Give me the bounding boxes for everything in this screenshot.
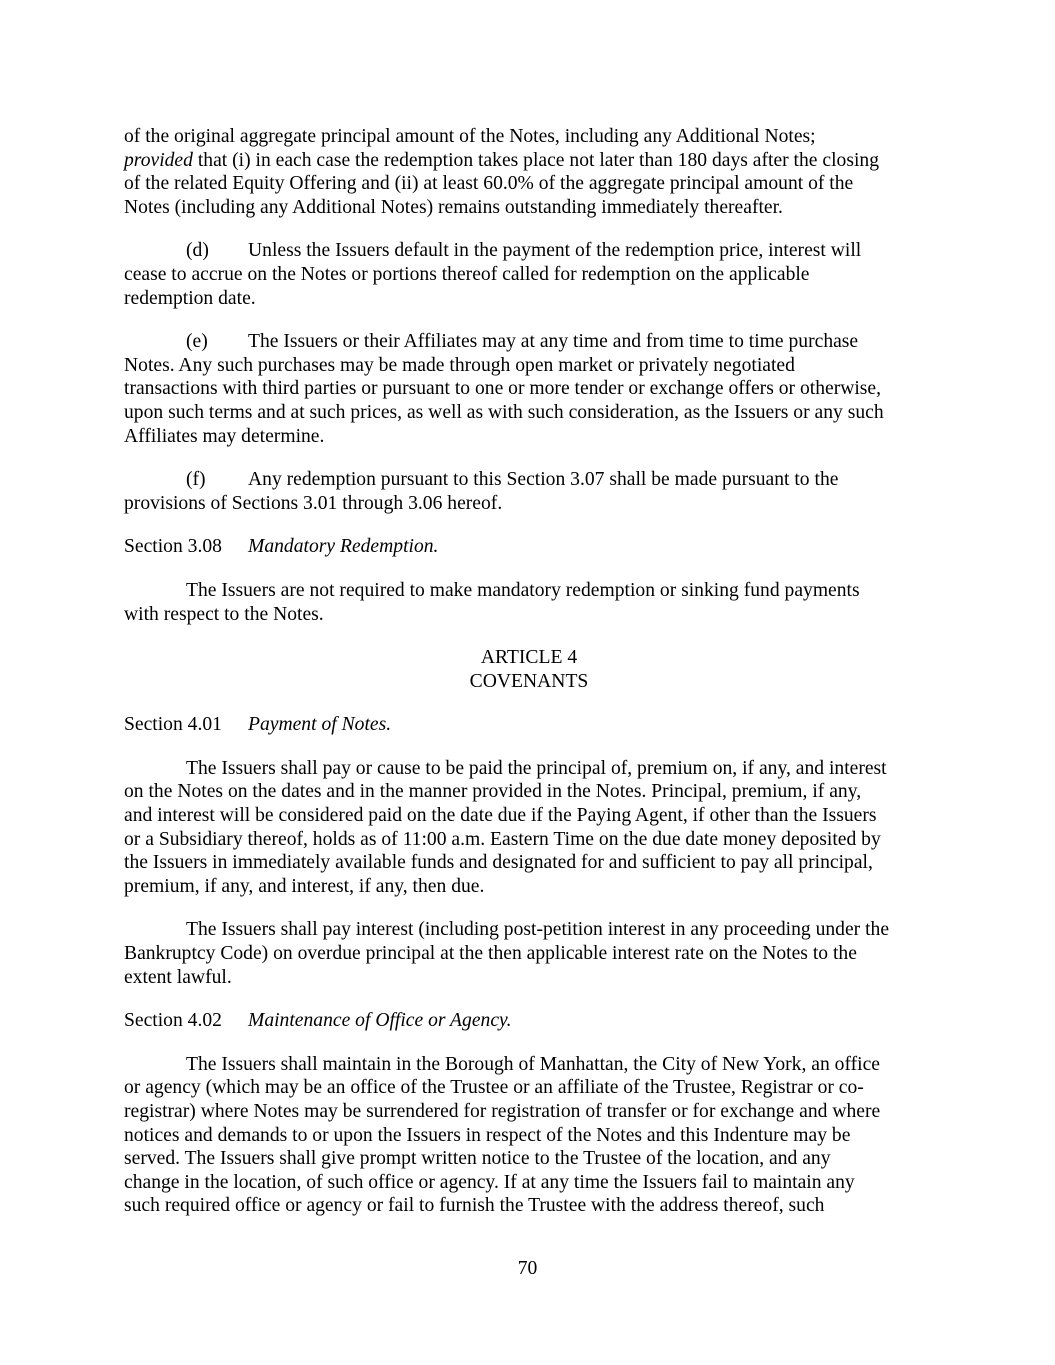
text-line: premium, if any, and interest, if any, then due. xyxy=(124,875,485,897)
text-span: The Issuers are not required to make mandatory redemption or sinking fund payments xyxy=(186,579,860,601)
article-number: ARTICLE 4 xyxy=(480,647,578,669)
text-span: The Issuers shall pay or cause to be paid the principal of, premium on, if any, and interest xyxy=(186,757,887,779)
text-line: transactions with third parties or pursuant to one or more tender or exchange offers or otherwise, xyxy=(124,378,882,400)
provided-emphasis: provided xyxy=(124,149,193,171)
text-line: of the related Equity Offering and (ii) at least 60.0% of the aggregate principal amount of the xyxy=(124,173,854,195)
text-line: on the Notes on the dates and in the manner provided in the Notes. Principal, premium, if any, xyxy=(124,781,862,803)
text-line xyxy=(124,239,934,263)
text-span: Unless the Issuers default in the payment of the redemption price, interest will xyxy=(248,240,862,262)
section-number: Section 3.08 xyxy=(124,536,222,558)
text-line xyxy=(124,757,934,781)
text-span: The Issuers shall maintain in the Borough of Manhattan, the City of New York, an office xyxy=(186,1053,880,1075)
text-line: change in the location, of such office or agency. If at any time the Issuers fail to maintain any xyxy=(124,1171,855,1193)
text-line: upon such terms and at such prices, as well as with such consideration, as the Issuers or any such xyxy=(124,401,884,423)
section-4-02-paragraph xyxy=(124,1053,934,1218)
text-line: or agency (which may be an office of the Trustee or an affiliate of the Trustee, Registrar or co- xyxy=(124,1077,864,1099)
section-heading-3-08 xyxy=(124,535,934,559)
text-line: Bankruptcy Code) on overdue principal at the then applicable interest rate on the Notes to the xyxy=(124,943,857,965)
text-line xyxy=(124,918,934,942)
paragraph-label: (f) xyxy=(186,469,206,491)
paragraph-e xyxy=(124,330,934,448)
text-span: that (i) in each case the redemption takes place not later than 180 days after the closing xyxy=(192,149,879,171)
text-line: and interest will be considered paid on the date due if the Paying Agent, if other than the Issuers xyxy=(124,805,877,827)
section-4-01-paragraph-2 xyxy=(124,918,934,989)
section-title: Mandatory Redemption. xyxy=(248,536,439,558)
text-span: Any redemption pursuant to this Section 3.07 shall be made pursuant to the xyxy=(248,469,839,491)
section-4-01-paragraph-1 xyxy=(124,757,934,899)
text-line: cease to accrue on the Notes or portions thereof called for redemption on the applicable xyxy=(124,263,810,285)
section-title: Maintenance of Office or Agency. xyxy=(248,1010,512,1032)
section-number: Section 4.02 xyxy=(124,1010,222,1032)
text-line: Notes. Any such purchases may be made through open market or privately negotiated xyxy=(124,354,795,376)
paragraph-label: (e) xyxy=(186,331,208,353)
article-heading xyxy=(124,646,934,693)
text-line: served. The Issuers shall give prompt written notice to the Trustee of the location, and any xyxy=(124,1148,831,1170)
text-line: of the original aggregate principal amount of the Notes, including any Additional Notes; xyxy=(124,126,816,147)
text-line: registrar) where Notes may be surrendered for registration of transfer or for exchange and where xyxy=(124,1101,881,1122)
text-line: extent lawful. xyxy=(124,966,232,988)
text-line xyxy=(124,468,934,492)
text-line: provisions of Sections 3.01 through 3.06 hereof. xyxy=(124,492,503,514)
text-span: The Issuers shall pay interest (including post-petition interest in any proceeding under the xyxy=(186,919,890,941)
text-line: the Issuers in immediately available funds and designated for and sufficient to pay all principal, xyxy=(124,852,873,874)
text-span: The Issuers or their Affiliates may at any time and from time to time purchase xyxy=(248,331,859,353)
text-line: with respect to the Notes. xyxy=(124,603,324,625)
document-body xyxy=(124,125,934,1238)
section-title: Payment of Notes. xyxy=(248,714,392,736)
section-heading-4-01 xyxy=(124,713,934,737)
text-line: notices and demands to or upon the Issuers in respect of the Notes and this Indenture may be xyxy=(124,1124,851,1146)
text-line xyxy=(124,149,934,173)
text-line xyxy=(124,1053,934,1077)
section-3-08-paragraph xyxy=(124,579,934,626)
text-line: Notes (including any Additional Notes) remains outstanding immediately thereafter. xyxy=(124,196,783,218)
section-number: Section 4.01 xyxy=(124,714,222,736)
text-line: Affiliates may determine. xyxy=(124,425,325,447)
paragraph-d xyxy=(124,239,934,310)
page-number: 70 xyxy=(517,1258,538,1279)
text-line: or a Subsidiary thereof, holds as of 11:00 a.m. Eastern Time on the due date money deposited by xyxy=(124,828,881,850)
text-line: such required office or agency or fail to furnish the Trustee with the address thereof, such xyxy=(124,1195,825,1217)
text-line xyxy=(124,330,934,354)
paragraph-f xyxy=(124,468,934,515)
intro-paragraph xyxy=(124,125,934,219)
article-title: COVENANTS xyxy=(469,670,589,692)
text-line: redemption date. xyxy=(124,287,256,309)
paragraph-label: (d) xyxy=(186,240,209,262)
section-heading-4-02 xyxy=(124,1009,934,1033)
text-line xyxy=(124,579,934,603)
